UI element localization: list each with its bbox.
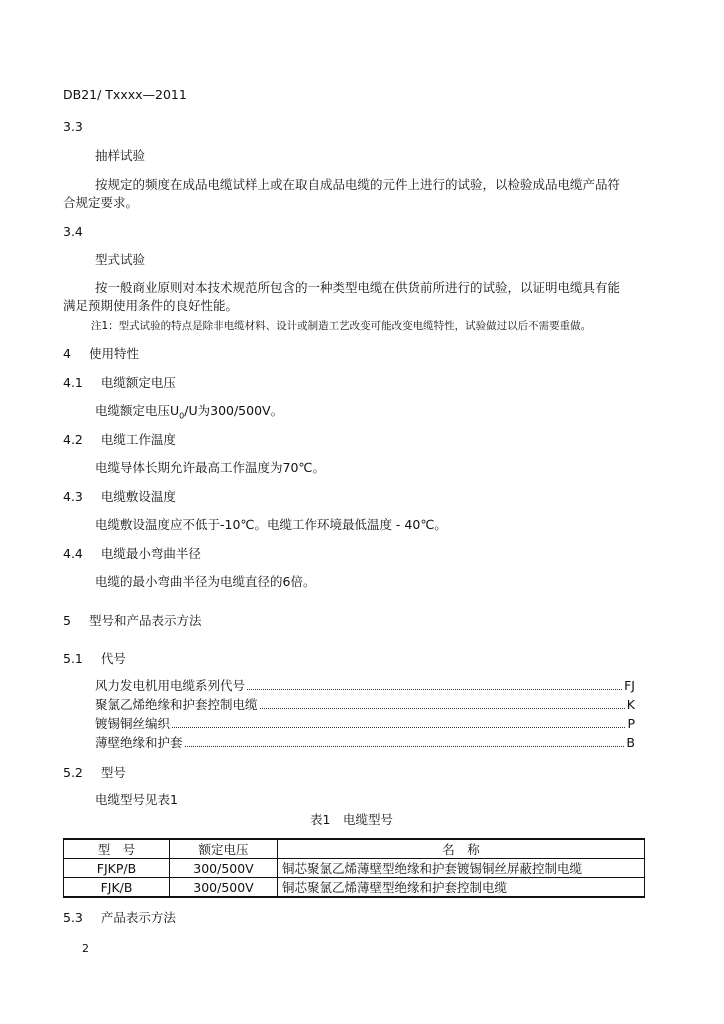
- table-caption: 表1 电缆型号: [310, 812, 393, 827]
- definition-text: 按规定的频度在成品电缆试样上或在取自成品电缆的元件上进行的试验，以检验成品电缆产品符: [95, 177, 621, 192]
- table-cell: 300/500V: [170, 878, 278, 898]
- column-header: 额定电压: [170, 839, 278, 859]
- body-text: 电缆的最小弯曲半径为电缆直径的6倍。: [95, 574, 316, 589]
- code-list-item: 薄壁绝缘和护套 B: [95, 735, 635, 750]
- table-cell: FJK/B: [64, 878, 170, 898]
- section-heading: 5.2 型号: [63, 765, 126, 780]
- table-row: [64, 859, 645, 878]
- table-cell: 铜芯聚氯乙烯薄壁型绝缘和护套镀锡铜丝屏蔽控制电缆: [278, 859, 645, 878]
- section-heading: 5 型号和产品表示方法: [63, 613, 202, 628]
- section-heading: 4.3 电缆敷设温度: [63, 489, 176, 504]
- table-cell: 300/500V: [170, 859, 278, 878]
- section-heading: 4.1 电缆额定电压: [63, 375, 176, 390]
- cable-model-table: [63, 838, 645, 898]
- term-title: 抽样试验: [95, 148, 146, 163]
- table-header-row: [64, 839, 645, 859]
- definition-text: 按一般商业原则对本技术规范所包含的一种类型电缆在供货前所进行的试验，以证明电缆具有能: [95, 280, 621, 295]
- section-heading: 4 使用特性: [63, 346, 139, 361]
- section-number: 3.4: [63, 224, 83, 239]
- definition-text: 满足预期使用条件的良好性能。: [63, 298, 239, 313]
- page-number: 2: [82, 942, 89, 955]
- body-text: 电缆额定电压$U_0/U$为300/500V。: [95, 403, 284, 421]
- body-text: 电缆导体长期允许最高工作温度为70℃。: [95, 460, 325, 475]
- section-heading: 4.2 电缆工作温度: [63, 432, 176, 447]
- term-title: 型式试验: [95, 252, 146, 267]
- section-heading: 5.1 代号: [63, 651, 126, 666]
- document-header: DB21/ Txxxx—2011: [63, 87, 187, 102]
- code-list-item: 镀锡铜丝编织 P: [95, 716, 635, 731]
- body-text: 电缆敷设温度应不低于-10℃。电缆工作环境最低温度 - 40℃。: [95, 517, 447, 532]
- column-header: 名 称: [278, 839, 645, 859]
- definition-text: 合规定要求。: [63, 195, 139, 210]
- column-header: 型 号: [64, 839, 170, 859]
- table-row: [64, 878, 645, 898]
- code-list-item: 风力发电机用电缆系列代号 FJ: [95, 678, 635, 693]
- table-cell: FJKP/B: [64, 859, 170, 878]
- section-heading: 4.4 电缆最小弯曲半径: [63, 546, 201, 561]
- body-text: 电缆型号见表1: [95, 792, 178, 807]
- section-heading: 5.3 产品表示方法: [63, 910, 176, 925]
- table-cell: 铜芯聚氯乙烯薄壁型绝缘和护套控制电缆: [278, 878, 645, 898]
- section-number: 3.3: [63, 119, 83, 134]
- note-text: 注1：型式试验的特点是除非电缆材料、设计或制造工艺改变可能改变电缆特性，试验做过以后不需要重做。: [91, 320, 592, 332]
- code-list-item: 聚氯乙烯绝缘和护套控制电缆 K: [95, 697, 635, 712]
